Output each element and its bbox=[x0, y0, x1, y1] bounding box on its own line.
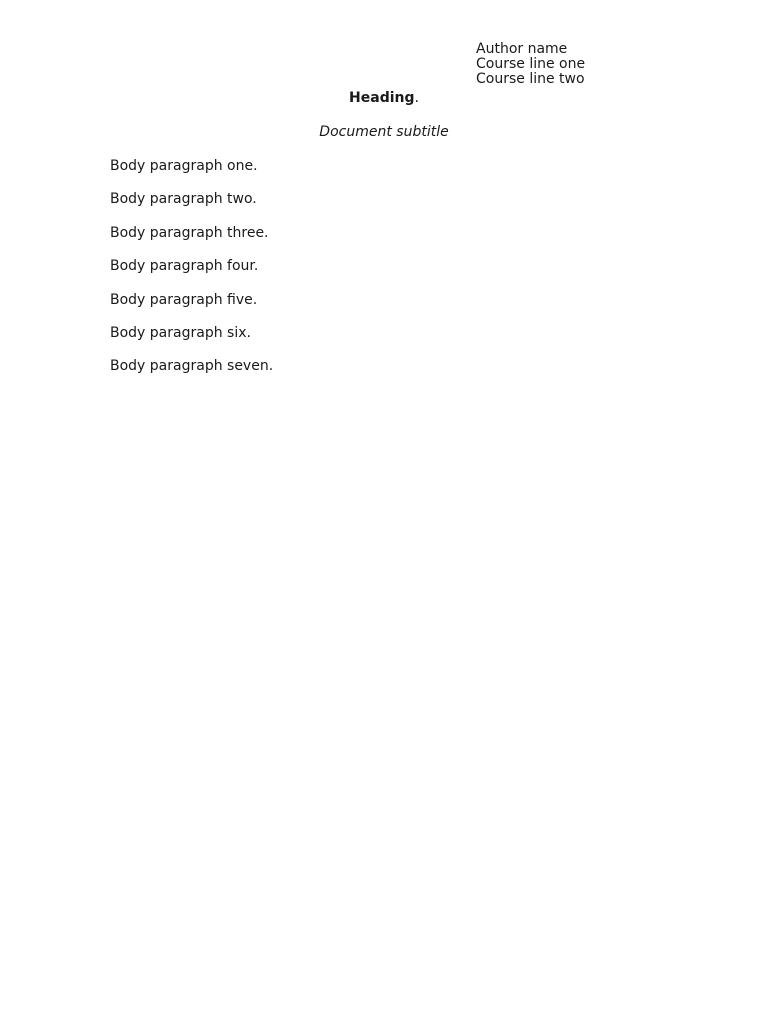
paragraph-6: Body paragraph six. bbox=[110, 325, 251, 342]
author-name: Author name bbox=[476, 41, 568, 57]
paragraph-5: Body paragraph five. bbox=[110, 291, 258, 308]
paragraph-3: Body paragraph three. bbox=[110, 224, 269, 241]
paragraph-7: Body paragraph seven. bbox=[110, 358, 274, 375]
course-line-1: Course line one bbox=[476, 56, 586, 72]
document-subtitle: Document subtitle bbox=[319, 124, 449, 140]
title-suffix: . bbox=[414, 90, 419, 106]
paragraph-2: Body paragraph two. bbox=[110, 191, 257, 208]
author-block bbox=[476, 42, 585, 87]
body-text bbox=[110, 154, 658, 388]
title-main: Heading bbox=[349, 90, 415, 106]
course-line-2: Course line two bbox=[476, 71, 585, 87]
paragraph-1: Body paragraph one. bbox=[110, 158, 258, 174]
document-title bbox=[0, 90, 768, 106]
paragraph-4: Body paragraph four. bbox=[110, 258, 259, 275]
